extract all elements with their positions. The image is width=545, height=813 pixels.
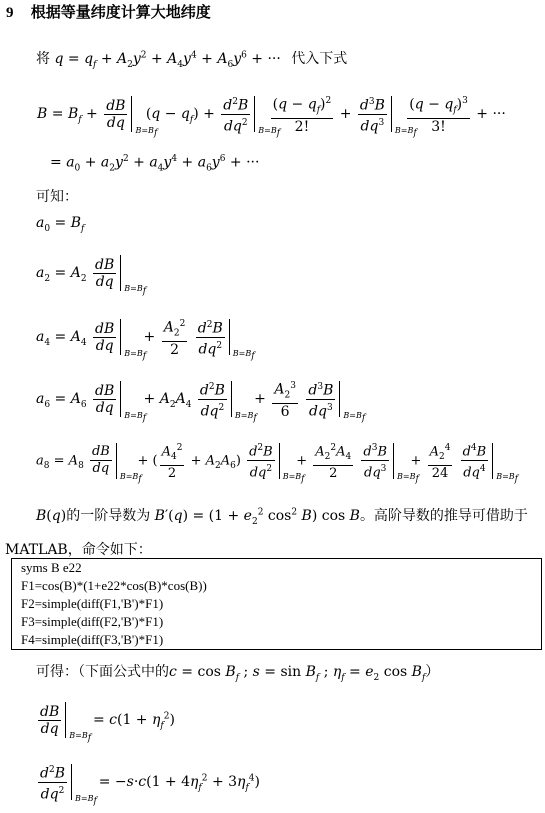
result-note-suffix: ） (425, 664, 440, 680)
code-line: F4=simple(diff(F3,'B')*F1) (21, 632, 164, 647)
knowing-label: 可知： (36, 189, 78, 205)
derivative-note-before: 的一阶导数为 (66, 508, 151, 524)
result-note-definitions: $c = \cos B_f$ ; $s = \sin B_f$ ; $\eta_f = e_2$ $\cos B_f$ (169, 664, 426, 683)
derivative-note-after: 。高阶导数的推导可借助于 (359, 508, 528, 524)
coefficient-a6: $a_6 = A_6$ $\frac{dB}{dq}$ $B=B_f$ + $A_2A_4$ $\frac{d^2B}{dq^2}$ $B=B_f$ + $\frac{A_2^3}{6}$ $\frac{d^3B}{dq^3}$ $B=B_f$ (36, 381, 366, 424)
intro-series: $q = q_f + A_2y^2 + A_4y^4 + A_6y^6$ + ··· (54, 50, 286, 70)
coefficient-a2: $a_2 = A_2$ $\frac{dB}{dq}$ $B=B_f$ (36, 256, 147, 297)
section-title: 根据等量纬度计算大地纬度 (30, 3, 211, 21)
section-number: 9 (6, 5, 14, 21)
code-line: F1=cos(B)*(1+e22*cos(B)*cos(B)) (21, 578, 207, 593)
code-line: syms B e22 (21, 560, 82, 575)
coefficient-a4: $a_4 = A_4$ $\frac{dB}{dq}$ $B=B_f$ + $\frac{A_2^2}{2}$ $\frac{d^2B}{dq^2}$ $B=B_f$ (36, 319, 255, 362)
expansion-line-2: = $a_0 + a_2y^2 + a_4y^4 + a_6y^6$ + ··· (50, 154, 260, 174)
intro-line (36, 48, 347, 70)
first-derivative-formula: $B'(q) = (1 + e_2^2$ $\cos^2 B$) cos B (154, 507, 360, 527)
result-second-derivative: $\frac{d^2B}{dq^2}$ $B=B_f$ = $-s\cdot c(1 + 4\eta_f^2 + 3\eta_f^4)$ (40, 765, 260, 807)
result-note (36, 661, 439, 683)
intro-suffix: 代入下式 (291, 51, 348, 67)
derivative-note-line-2: MATLAB，命令如下： (5, 542, 152, 558)
derivative-note (36, 505, 528, 527)
code-line: F2=simple(diff(F1,'B')*F1) (21, 596, 164, 611)
expansion-line-1: $B = B_f$ + $\frac{dB}{dq}$ $B=B_f$ $(q - q_f)$ + $\frac{d^2B}{dq^2}$ $B=B_f$ $\frac{(q - q_f)^2}{2!}$ + $\frac{d^3B}{dq^3}$ $B=B_f$ $\frac{(q - q_f)^3}{3!}$ + ··· (37, 96, 506, 139)
intro-prefix: 将 (36, 51, 50, 67)
coefficient-a0: $a_0 = B_f$ (36, 215, 85, 234)
matlab-code-box (11, 558, 542, 650)
result-note-prefix: 可得：（下面公式中的 (36, 664, 169, 680)
function-symbol: B(q) (36, 508, 67, 524)
code-line: F3=simple(diff(F2,'B')*F1) (21, 614, 164, 629)
section-heading (6, 1, 211, 22)
result-first-derivative: $\frac{dB}{dq}$ $B=B_f$ = $c(1 + \eta_f^2)$ (40, 703, 175, 744)
coefficient-a8: $a_8 = A_8$ $\frac{dB}{dq}$ $B=B_f$ + ( $\frac{A_4^2}{2}$ + $A_2A_6$) $\frac{d^2B}{dq^2}$ $B=B_f$ + $\frac{A_2^2A_4}{2}$ $\frac{d^3B}{dq^3}$ $B=B_f$ + $\frac{A_2^4}{24}$ $\frac{d^4B}{dq^4}$ $B=B_f$ (36, 443, 519, 485)
